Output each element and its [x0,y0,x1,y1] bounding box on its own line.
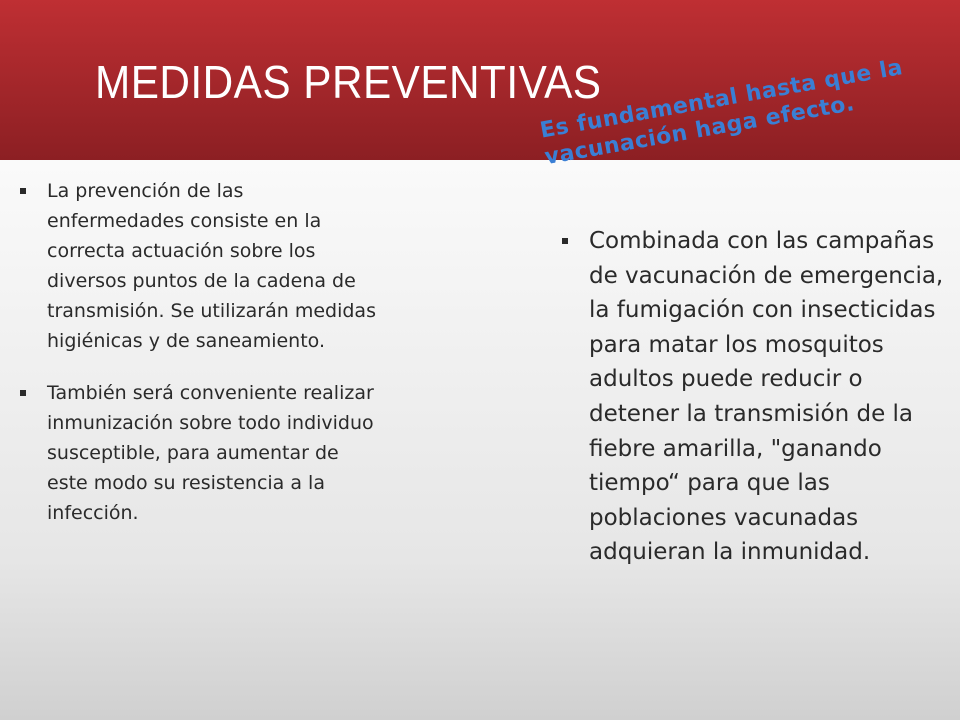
bullet-text: También será conveniente realizar inmunización sobre todo individuo susceptible, para aumentar de este modo su resistencia a la infección. [47,382,374,524]
bullet-item-fumigation [562,224,947,570]
square-bullet-icon [20,188,26,194]
slide-title: MEDIDAS PREVENTIVAS [95,56,602,108]
right-bullet-list [562,224,947,570]
left-bullet-list [20,176,380,550]
square-bullet-icon [562,238,568,244]
rotated-note: Es fundamental hasta que la vacunación haga efecto. [538,55,905,171]
bullet-text: Combinada con las campañas de vacunación de emergencia, la fumigación con insecticidas para matar los mosquitos adultos puede reducir o detener la transmisión de la fiebre amarilla, "ganando tiempo“ para que las poblaciones vacunadas adquieran la inmunidad. [589,228,944,566]
bullet-item-immunization [20,378,380,528]
bullet-item-prevention [20,176,380,356]
bullet-text: La prevención de las enfermedades consiste en la correcta actuación sobre los diversos puntos de la cadena de transmisión. Se utilizarán medidas higiénicas y de saneamiento. [47,180,376,352]
square-bullet-icon [20,390,26,396]
